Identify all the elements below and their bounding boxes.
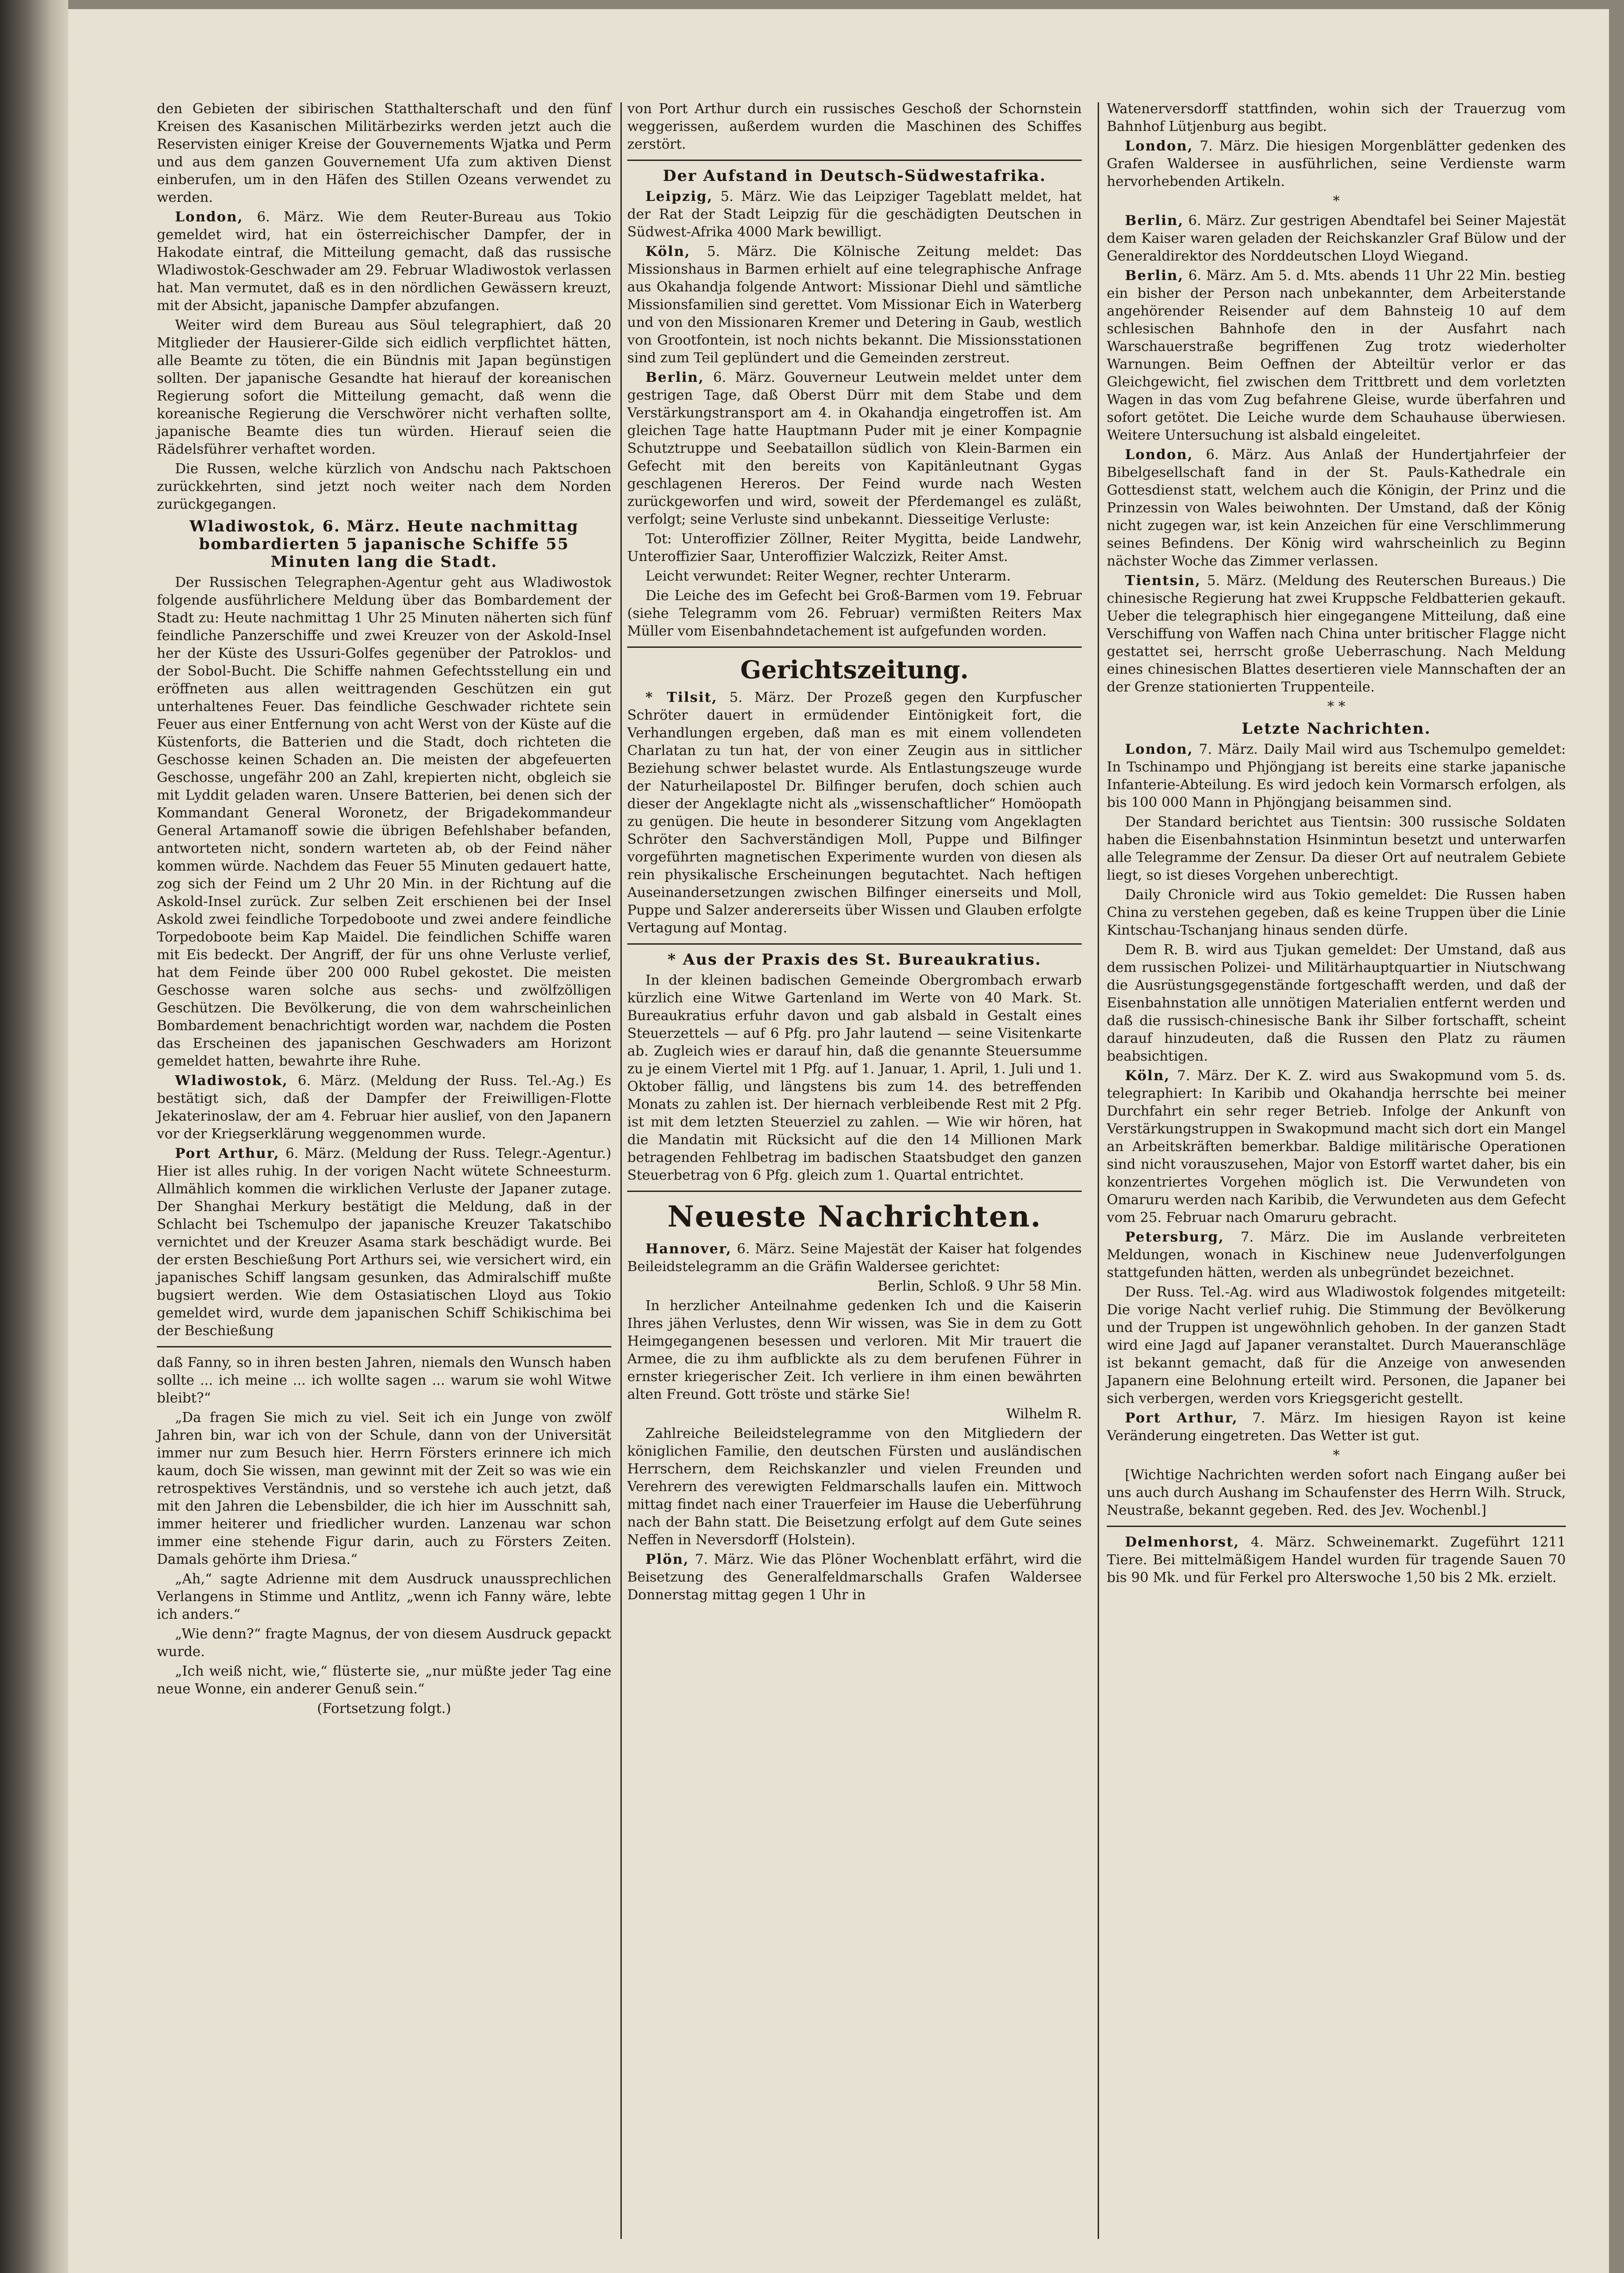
paragraph: In herzlicher Anteilnahme gedenken Ich und die Kaiserin Ihres jähen Verlustes, denn Wir wissen, was Sie in dem zu Gott Heimgegangenen besessen und verloren. Mit Mir trauert die Armee, die zu ihm aufblickte als zu dem berufenen Führer in ernster kriegerischer Zeit. Ich verliere in ihm einen bewährten alten Freund. Gott tröste und stärke Sie! — [627, 1298, 1082, 1402]
section-divider — [627, 646, 1082, 648]
paragraph — [157, 1145, 611, 1340]
section-heading: Wladiwostok, 6. März. Heute nachmittag bombardierten 5 japanische Schiffe 55 Minuten lang die Stadt. — [189, 517, 579, 571]
dateline: London, — [1125, 138, 1194, 154]
paragraph — [627, 188, 1082, 241]
paragraph-text: 5. März. Der Prozeß gegen den Kurpfuscher Schröter dauert in ermüdender Eintönigkeit fort, die Verhandlungen ergeben, daß man es mit einem vollendeten Charlatan zu tun hat, der von einer Zeugin aus in sittlicher Beziehung schwer belastet wurde. Als Entlastungszeuge wurde der Naturheilapostel Dr. Bilfinger berufen, doch schien auch dieser der Angeklagte nicht als „wissenschaftlicher“ Homöopath zu genügen. Die heute in besonderer Sitzung vom Angeklagten Schröter den Sachverständigen Moll, Puppe und Bilfinger vorgeführten magnetischen Experimente wurden von diesen als rein physikalische Erscheinungen begutachtet. Nach heftigen Auseinandersetzungen zwischen Bilfinger einerseits und Moll, Puppe und Salzer andererseits über Wissen und Glauben erfolgte Vertagung auf Montag. — [627, 690, 1082, 936]
paragraph: Die Russen, welche kürzlich von Andschu nach Paktschoen zurückkehrten, sind jetzt noch weiter nach dem Norden zurückgegangen. — [157, 461, 611, 512]
paragraph-text: 5. März. (Meldung des Reuterschen Bureaus.) Die chinesische Regierung hat zwei Kruppsche Feldbatterien gekauft. Ueber die telegraphisch hier eingegangene Mitteilung, daß eine Verschiffung von Waffen nach China unter britischer Flagge nicht gestattet sei, herrscht große Ueberraschung. Nach Meldung eines chinesischen Blattes desertieren viele Mannschaften der an der Grenze stationierten Truppenteile. — [1107, 573, 1566, 695]
paragraph — [1107, 446, 1566, 570]
column-2 — [627, 100, 1082, 1606]
section-heading: Der Aufstand in Deutsch-Südwestafrika. — [663, 167, 1046, 185]
paragraph-text: 5. März. Wie das Leipziger Tageblatt meldet, hat der Rat der Stadt Leipzig für die geschädigten Deutschen in Südwest-Afrika 4000 Mark bewilligt. — [627, 189, 1082, 240]
paragraph-text: 7. März. Der K. Z. wird aus Swakopmund vom 5. ds. telegraphiert: In Karibib und Okahandja herrschte bei meiner Durchfahrt ein sehr reger Betrieb. Infolge der Ankunft von Verstärkungstruppen in Swakopmund macht sich dort ein Mangel an Arbeitskräften bemerkbar. Baldige militärische Operationen sind nicht vorauszusehen, Major von Estorff wartet daher, bis ein konzentriertes Vorgehen möglich ist. Die Verwundeten von Omaruru werden nach Karibib, die Verwundeten aus dem Gefecht vom 25. Februar nach Omaruru gebracht. — [1107, 1068, 1566, 1226]
dateline: Tientsin, — [1125, 573, 1201, 589]
paragraph — [627, 1240, 1082, 1276]
dateline: Delmenhorst, — [1125, 1534, 1239, 1550]
paragraph-text: 7. März. Die hiesigen Morgenblätter gedenken des Grafen Waldersee in ausführlichen, seine Verdienste warm hervorhebenden Artikeln. — [1107, 138, 1566, 190]
section-divider — [627, 1191, 1082, 1192]
dateline: London, — [175, 209, 244, 225]
dateline: Berlin, — [1125, 268, 1184, 284]
dateline: Port Arthur, — [1125, 1410, 1238, 1426]
editorial-note: [Wichtige Nachrichten werden sofort nach Eingang außer bei uns auch durch Aushang im Schaufenster des Herrn Wilh. Struck, Neustraße, bekannt gegeben. Red. des Jev. Wochenbl.] — [1107, 1467, 1566, 1518]
section-divider — [627, 160, 1082, 161]
paragraph-text: 6. März. Aus Anlaß der Hundertjahrfeier der Bibelgesellschaft fand in der St. Pauls-Kathedrale ein Gottesdienst statt, welchem auch die Königin, der Prinz und die Prinzessin von Wales beiwohnten. Der Umstand, daß der König nicht zugegen war, ist kein Anzeichen für eine Verschlimmerung seines Befindens. Der König wird wahrscheinlich zu Beginn nächster Woche das Zimmer verlassen. — [1107, 447, 1566, 569]
paragraph: Daily Chronicle wird aus Tokio gemeldet: Die Russen haben China zu verstehen gegeben, daß es keine Truppen über die Linie Kintschau-Tschanjang hinaus senden dürfe. — [1107, 887, 1566, 938]
paragraph: Tot: Unteroffizier Zöllner, Reiter Mygitta, beide Landwehr, Unteroffizier Saar, Unteroffizier Walczizk, Reiter Amst. — [627, 531, 1082, 565]
newspaper-page — [68, 9, 1609, 2273]
section-heading: Gerichtszeitung. — [740, 655, 969, 684]
paragraph-text: 7. März. Daily Mail wird aus Tschemulpo gemeldet: In Tschinampo und Phjöngjang ist bereits eine starke japanische Infanterie-Abteilung. Es wird jedoch kein Vormarsch erfolgen, als bis 100 000 Mann in Phjöngjang beisammen sind. — [1107, 741, 1566, 811]
paragraph-text: 7. März. Wie das Plöner Wochenblatt erfährt, wird die Beisetzung des Generalfeldmarschalls Grafen Waldersee Donnerstag mittag gegen 1 Uhr in — [627, 1552, 1082, 1603]
dateline: Berlin, — [645, 370, 705, 386]
dateline: Wladiwostok, — [175, 1073, 288, 1089]
paragraph-text: 7. März. Die im Auslande verbreiteten Meldungen, wonach in Kischinew neue Judenverfolgungen stattgefunden hätten, werden als unbegründet bezeichnet. — [1107, 1229, 1566, 1281]
paragraph — [1107, 1409, 1566, 1445]
dateline: Köln, — [1125, 1068, 1170, 1084]
paragraph-text: 6. März. Zur gestrigen Abendtafel bei Seiner Majestät dem Kaiser waren geladen der Reichskanzler Graf Bülow und der Generaldirektor des Norddeutschen Lloyd Wiegand. — [1107, 213, 1566, 264]
paragraph: Der Russischen Telegraphen-Agentur geht aus Wladiwostok folgende ausführlichere Meldung über das Bombardement der Stadt zu: Heute nachmittag 1 Uhr 25 Minuten näherten sich fünf feindliche Panzerschiffe und zwei Kreuzer von der Askold-Insel her der Küste des Ussuri-Golfes gegenüber der Patroklos- und der Sobol-Bucht. Die Schiffe nahmen Gefechtsstellung ein und eröffneten aus allen weittragenden Geschützen ein gut unterhaltenes Feuer. Das feindliche Geschwader richtete sein Feuer aus einer Entfernung von acht Werst von der Küste auf die Küstenforts, die Batterien und die Stadt, doch richteten die Geschosse keinen Schaden an. Die meisten der abgefeuerten Geschosse, ungefähr 200 an Zahl, krepierten nicht, obgleich sie mit Lyddit geladen waren. Unsere Batterien, bei denen sich der Kommandant General Woronetz, der Brigadekommandeur General Artamanoff sowie die übrigen Befehlshaber befanden, antworteten nicht, sondern warteten ab, ob der Feind näher kommen würde. Nachdem das Feuer 55 Minuten gedauert hatte, zog sich der Feind um 2 Uhr 20 Min. in der Richtung auf die Askold-Insel zurück. Zur selben Zeit erschienen bei der Insel Askold zwei feindliche Torpedoboote und zwei andere feindliche Torpedoboote beim Kap Maidel. Die feindlichen Schiffe waren mit Eis bedeckt. Der Angriff, der für uns ohne Verluste verlief, hat dem Feinde über 200 000 Rubel gekostet. Die meisten Geschosse waren solche aus sechs- und zwölfzölligen Geschützen. Die Bevölkerung, die von dem wahrscheinlichen Bombardement benachrichtigt worden war, nachdem die Posten das Erscheinen des japanischen Geschwaders am Horizont gemeldet hatten, bewahrte ihre Ruhe. — [157, 575, 611, 1069]
paragraph — [1107, 1533, 1566, 1587]
signature: Wilhelm R. — [1006, 1406, 1082, 1422]
paragraph-text: 4. März. Schweinemarkt. Zugeführt 1211 Tiere. Bei mittelmäßigem Handel wurden für tragende Sauen 70 bis 90 Mk. und für Ferkel pro Alterswoche 1,50 bis 2 Mk. erzielt. — [1107, 1534, 1566, 1586]
paragraph: Zahlreiche Beileidstelegramme von den Mitgliedern der königlichen Familie, den deutschen Fürsten und ausländischen Herrschern, dem Reichskanzler und vielen Freunden und Verehrern des verewigten Feldmarschalls laufen ein. Mittwoch mittag findet nach einer Trauerfeier im Hause die Ueberführung nach der Bahn statt. Die Beisetzung erfolgt auf dem Gute seines Neffen in Neversdorff (Holstein). — [627, 1426, 1082, 1548]
column-rule-2 — [1098, 102, 1099, 2239]
column-rule-1 — [620, 102, 622, 2239]
separator-star: * — [1333, 1447, 1340, 1463]
dateline: Berlin, — [1125, 213, 1184, 229]
dateline: Köln, — [645, 244, 691, 260]
paragraph — [157, 208, 611, 315]
section-heading: Neueste Nachrichten. — [667, 1200, 1042, 1234]
paragraph — [1107, 267, 1566, 444]
paragraph: Weiter wird dem Bureau aus Söul telegraphiert, daß 20 Mitglieder der Hausierer-Gilde sich eidlich verpflichtet hätten, alle Beamte zu töten, die ein Bündnis mit Japan begünstigen sollten. Der japanische Gesandte hat hierauf der koreanischen Regierung sofort die Mitteilung gemacht, daß wenn die koreanische Regierung die Verschwörer nicht verhaften sollte, japanische Beamte dies tun würden. Hierauf seien die Rädelsführer verhaftet worden. — [157, 317, 611, 457]
paragraph — [157, 1072, 611, 1143]
paragraph-text: 6. März. Am 5. d. Mts. abends 11 Uhr 22 Min. bestieg ein bisher der Person nach unbekannter, dem Arbeiterstande angehörender Reisender auf dem Bahnsteig 10 auf dem schlesischen Bahnhofe den in der Ausfahrt nach Warschauerstraße begriffenen Zug trotz wiederholter Warnungen. Beim Oeffnen der Abteiltür verlor er das Gleichgewicht, fiel zwischen dem Trittbrett und dem vorletzten Wagen in das vom Zug befahrene Gleise, wurde überfahren und sofort getötet. Die Leiche wurde dem Schauhause überwiesen. Weitere Untersuchung ist alsbald eingeleitet. — [1107, 268, 1566, 443]
serial-paragraph: „Ich weiß nicht, wie,“ flüsterte sie, „nur müßte jeder Tag eine neue Wonne, ein anderer Genuß sein.“ — [157, 1663, 611, 1697]
paragraph — [1107, 1067, 1566, 1227]
paragraph-text: 5. März. Die Kölnische Zeitung meldet: Das Missionshaus in Barmen erhielt auf eine telegraphische Anfrage aus Okahandja folgende Antwort: Missionar Diehl und sämtliche Missionsfamilien sind gerettet. Vom Missionar Eich in Waterberg und von den Missionaren Kremer und Detering in Gaub, westlich von Grootfontein, ist noch nichts bekannt. Die Missionsstationen sind zum Teil geplündert und die Gemeinden zerstreut. — [627, 244, 1082, 366]
telegram-header: Berlin, Schloß. 9 Uhr 58 Min. — [877, 1278, 1082, 1294]
book-binding-edge — [0, 0, 68, 2273]
paragraph — [1107, 137, 1566, 190]
paragraph — [1107, 572, 1566, 696]
paragraph — [1107, 1228, 1566, 1282]
serial-paragraph: „Ah,“ sagte Adrienne mit dem Ausdruck unaussprechlichen Verlangens in Stimme und Antlitz, „wenn ich Fanny wäre, lebte ich anders.“ — [157, 1571, 611, 1622]
column-3 — [1107, 100, 1566, 1588]
serial-paragraph: daß Fanny, so in ihren besten Jahren, niemals den Wunsch haben sollte ... ich meine ... ich wollte sagen ... warum sie wohl Witwe bleibt?“ — [157, 1355, 611, 1406]
paragraph-text: 6. März. (Meldung der Russ. Telegr.-Agentur.) Hier ist alles ruhig. In der vorigen Nacht wütete Schneesturm. Allmählich kommen die wirklichen Verluste der Japaner zutage. Der Shanghai Merkury bestätigt die Meldung, daß in der Schlacht bei Tschemulpo der japanische Kreuzer Takatschibo vernichtet und der Kreuzer Asama stark beschädigt wurde. Bei der ersten Beschießung Port Arthurs sei, wie versichert wird, ein japanisches Schiff langsam gesunken, das Admiralschiff mußte bugsiert werden. Wie dem Ostasiatischen Lloyd aus Tokio gemeldet wird, wurde dem japanischen Schiff Schikischima bei der Beschießung — [157, 1146, 611, 1339]
paragraph — [627, 243, 1082, 367]
dateline: Plön, — [645, 1552, 690, 1567]
column-1 — [157, 100, 611, 1719]
dateline: London, — [1125, 741, 1194, 757]
serial-continuation-note: (Fortsetzung folgt.) — [317, 1701, 451, 1717]
paragraph: Die Leiche des im Gefecht bei Groß-Barmen vom 19. Februar (siehe Telegramm vom 26. Februar) vermißten Reiters Max Müller vom Eisenbahndetachement ist aufgefunden worden. — [627, 588, 1082, 639]
section-divider — [627, 943, 1082, 945]
separator-stars: * * — [1327, 699, 1345, 715]
paragraph: Watenerversdorff stattfinden, wohin sich der Trauerzug vom Bahnhof Lütjenburg aus begibt. — [1107, 101, 1566, 135]
dateline: * Tilsit, — [645, 690, 718, 706]
paragraph — [1107, 741, 1566, 811]
separator-star: * — [1333, 193, 1340, 209]
dateline: Leipzig, — [645, 189, 713, 205]
dateline: Hannover, — [645, 1241, 732, 1257]
paragraph — [627, 1551, 1082, 1604]
dateline: Petersburg, — [1125, 1229, 1224, 1245]
paragraph: Der Russ. Tel.-Ag. wird aus Wladiwostok folgendes mitgeteilt: Die vorige Nacht verlief ruhig. Die Stimmung der Bevölkerung und der Truppen ist ungewöhnlich gehoben. In der ganzen Stadt wird eine Jagd auf Japaner veranstaltet. Durch Maueranschläge ist bekannt gemacht, daß für die Anzeige von anwesenden Japanern eine Belohnung erteilt wird. Personen, die Japaner bei sich verbergen, werden vors Kriegsgericht gestellt. — [1107, 1284, 1566, 1407]
section-heading: * Aus der Praxis des St. Bureaukratius. — [667, 951, 1042, 969]
paragraph — [627, 689, 1082, 937]
section-divider — [1107, 1526, 1566, 1527]
paragraph-text: 7. März. Im hiesigen Rayon ist keine Veränderung eingetreten. Das Wetter ist gut. — [1107, 1410, 1566, 1444]
serial-paragraph: „Da fragen Sie mich zu viel. Seit ich ein Junge von zwölf Jahren bin, war ich von der Schule, dann von der Universität immer nur zum Besuch hier. Herrn Försters erinnere ich mich kaum, doch Sie wissen, man gewinnt mit der Zeit so was wie ein retrospektives Verständnis, und so verstehe ich auch jetzt, daß mit den Jahren die Lebensbilder, die ich hier im Ausschnitt sah, immer heiterer und friedlicher wurden. Lanzenau war schon immer eine stehende Figur darin, auch zu Försters Zeiten. Damals gehörte ihm Driesa.“ — [157, 1410, 611, 1567]
paragraph: von Port Arthur durch ein russisches Geschoß der Schornstein weggerissen, außerdem wurden die Maschinen des Schiffes zerstört. — [627, 101, 1082, 152]
paragraph-text: 6. März. Seine Majestät der Kaiser hat folgendes Beileidstelegramm an die Gräfin Waldersee gerichtet: — [627, 1241, 1082, 1275]
serial-paragraph: „Wie denn?“ fragte Magnus, der von diesem Ausdruck gepackt wurde. — [157, 1626, 611, 1660]
section-heading: Letzte Nachrichten. — [1241, 720, 1431, 738]
section-divider — [157, 1346, 611, 1347]
paragraph-text: 6. März. Wie dem Reuter-Bureau aus Tokio gemeldet wird, hat ein österreichischer Dampfer, der in Hakodate eintraf, die Mitteilung gemacht, daß das russische Wladiwostok-Geschwader am 29. Februar Wladiwostok verlassen hat. Man vermutet, daß es in den nördlichen Gewässern kreuzt, mit der Absicht, japanische Dampfer abzufangen. — [157, 209, 611, 314]
paragraph — [1107, 212, 1566, 265]
paragraph: Der Standard berichtet aus Tientsin: 300 russische Soldaten haben die Eisenbahnstation Hsinmintun besetzt und unterwarfen alle Telegramme der Zensur. Da dieser Ort auf neutralem Gebiete liegt, so ist dieses Vorgehen unberechtigt. — [1107, 814, 1566, 883]
paragraph: In der kleinen badischen Gemeinde Obergrombach erwarb kürzlich eine Witwe Gartenland im Werte von 40 Mark. St. Bureaukratius erfuhr davon und gab alsbald in Gestalt eines Steuerzettels — auf 6 Pfg. pro Jahr lautend — seine Visitenkarte ab. Zugleich wies er darauf hin, daß die genannte Steuersumme zu je einem Viertel mit 1 Pfg. auf 1. Januar, 1. April, 1. Juli und 1. Oktober fällig, und längstens bis zum 14. des betreffenden Monats zu zahlen ist. Der hiernach verbleibende Rest mit 2 Pfg. ist mit dem letzten Steuerziel zu zahlen. — Wie wir hören, hat die Mandatin mit Rücksicht auf die den 14 Millionen Mark betragenden Fehlbetrag im badischen Staatsbudget den ganzen Steuerbetrag von 6 Pfg. gleich zum 1. Quartal entrichtet. — [627, 972, 1082, 1183]
paragraph-text: 6. März. (Meldung der Russ. Tel.-Ag.) Es bestätigt sich, daß der Dampfer der Freiwilligen-Flotte Jekaterinoslaw, der am 4. Februar hier auslief, von den Japanern vor der Kriegserklärung weggenommen wurde. — [157, 1073, 611, 1142]
paragraph: den Gebieten der sibirischen Statthalterschaft und den fünf Kreisen des Kasanischen Militärbezirks werden jetzt auch die Reservisten einiger Kreise der Gouvernements Wjatka und Perm und aus dem ganzen Gouvernement Ufa zum aktiven Dienst einberufen, um in den Häfen des Stillen Ozeans verwendet zu werden. — [157, 101, 611, 205]
paragraph — [627, 369, 1082, 528]
dateline: Port Arthur, — [175, 1146, 280, 1162]
paragraph: Dem R. B. wird aus Tjukan gemeldet: Der Umstand, daß aus dem russischen Polizei- und Militärhauptquartier in Niutschwang die Ausrüstungsgegenstände fortgeschafft werden, und daß der Eisenbahnstation alle unnötigen Materialien entfernt werden und daß die russisch-chinesische Bank ihr Silber fortschafft, scheint darauf hinzudeuten, daß die Russen den Platz zu räumen beabsichtigen. — [1107, 942, 1566, 1064]
dateline: London, — [1125, 447, 1194, 463]
paragraph: Leicht verwundet: Reiter Wegner, rechter Unterarm. — [645, 568, 1011, 584]
paragraph-text: 6. März. Gouverneur Leutwein meldet unter dem gestrigen Tage, daß Oberst Dürr mit dem Stabe und dem Verstärkungstransport am 4. in Okahandja eingetroffen ist. Am gleichen Tage hatte Hauptmann Puder mit je einer Kompagnie Schutztruppe und Seebataillon südlich von Klein-Barmen ein Gefecht mit den bereits von Kapitänleutnant Gygas geschlagenen Hereros. Der Feind wurde nach Westen zurückgeworfen und wird, soweit der Pferdemangel es zuläßt, verfolgt; seine Verluste sind unbekannt. Diesseitige Verluste: — [627, 370, 1082, 527]
